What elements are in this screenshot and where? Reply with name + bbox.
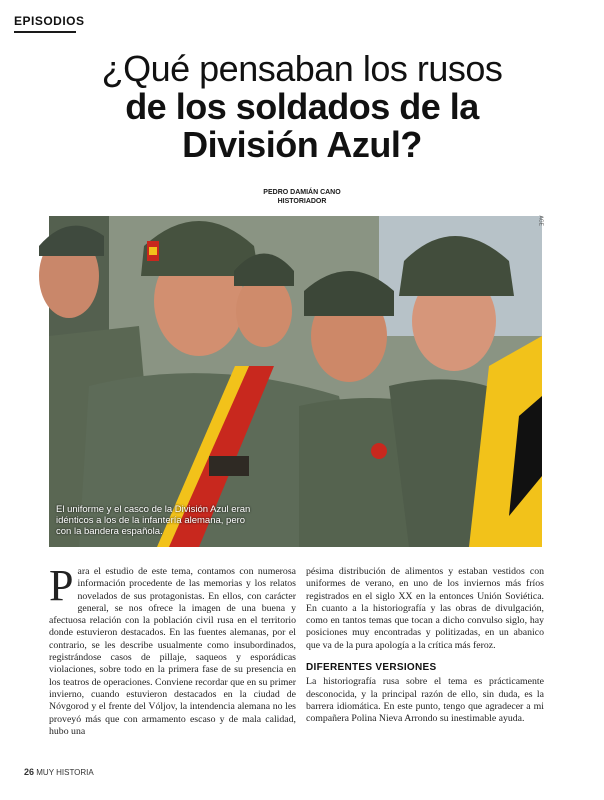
byline [0, 188, 604, 206]
article-column-left [49, 561, 296, 738]
article-column-right [306, 566, 544, 726]
headline-line-1: ¿Qué pensaban los rusos [101, 48, 503, 89]
article-text-left: ara el estudio de este tema, contamos con numerosa información procedente de las memorias y los relatos novelados de sus protagonistas. En ellos, con carácter general, se nos ofrece la imagen de una buena y afectuosa relación con la población civil rusa en el territorio donde estuvieron destacados. En las fuentes alemanas, por el contrario, se les describe usualmente como insubordinados, registrándose casos de pillaje, saqueos y esporádicas violaciones, sobre todo en la primera fase de su presencia en los teatros de operaciones. Conviene recordar que en su primer invierno, cuando estuvieron destacados en la ciudad de Nóvgorod y el frente del Vóljov, la intendencia alemana no les proveyó más que con armamento escaso y de mala calidad, hubo una [49, 566, 296, 737]
photo-caption: El uniforme y el casco de la División Azul eran idénticos a los de la infantería alemana, pero con la bandera española. [56, 504, 251, 537]
author-role: HISTORIADOR [277, 198, 327, 205]
soldiers-illustration [49, 216, 542, 547]
article-text-right-2: La historiografía rusa sobre el tema es prácticamente desconocida, y la principal razón de ello, sin duda, es la barrera idiomática. En este punto, tengo que agradecer a mi compañera Polina Nieva Arrondo su inestimable ayuda. [306, 676, 544, 725]
author-name: PEDRO DAMIÁN CANO [263, 189, 341, 196]
page-number: 26 [24, 767, 35, 777]
section-label: EPISODIOS [14, 14, 85, 28]
page-footer [24, 767, 94, 777]
hero-photo [49, 216, 542, 547]
magazine-name: MUY HISTORIA [36, 768, 94, 777]
article-text-right: pésima distribución de alimentos y estaban vestidos con uniformes de verano, en uno de los inviernos más fríos registrados en el siglo XX en la entonces Unión Soviética. En cuanto a la historiografía y las obras de divulgación, como en tantos temas que tocan a dicho convulso siglo, hay posiciones muy encontradas y politizadas, en un abanico que va de la pura apología a la crítica más feroz. [306, 566, 544, 651]
drop-cap: P [49, 561, 74, 610]
headline-line-3: División Azul? [182, 124, 422, 165]
section-subhead: DIFERENTES VERSIONES [306, 662, 437, 674]
photo-credit: AGE [538, 215, 544, 226]
section-tag [14, 12, 85, 33]
headline [0, 50, 604, 164]
headline-line-2: de los soldados de la [125, 86, 479, 127]
